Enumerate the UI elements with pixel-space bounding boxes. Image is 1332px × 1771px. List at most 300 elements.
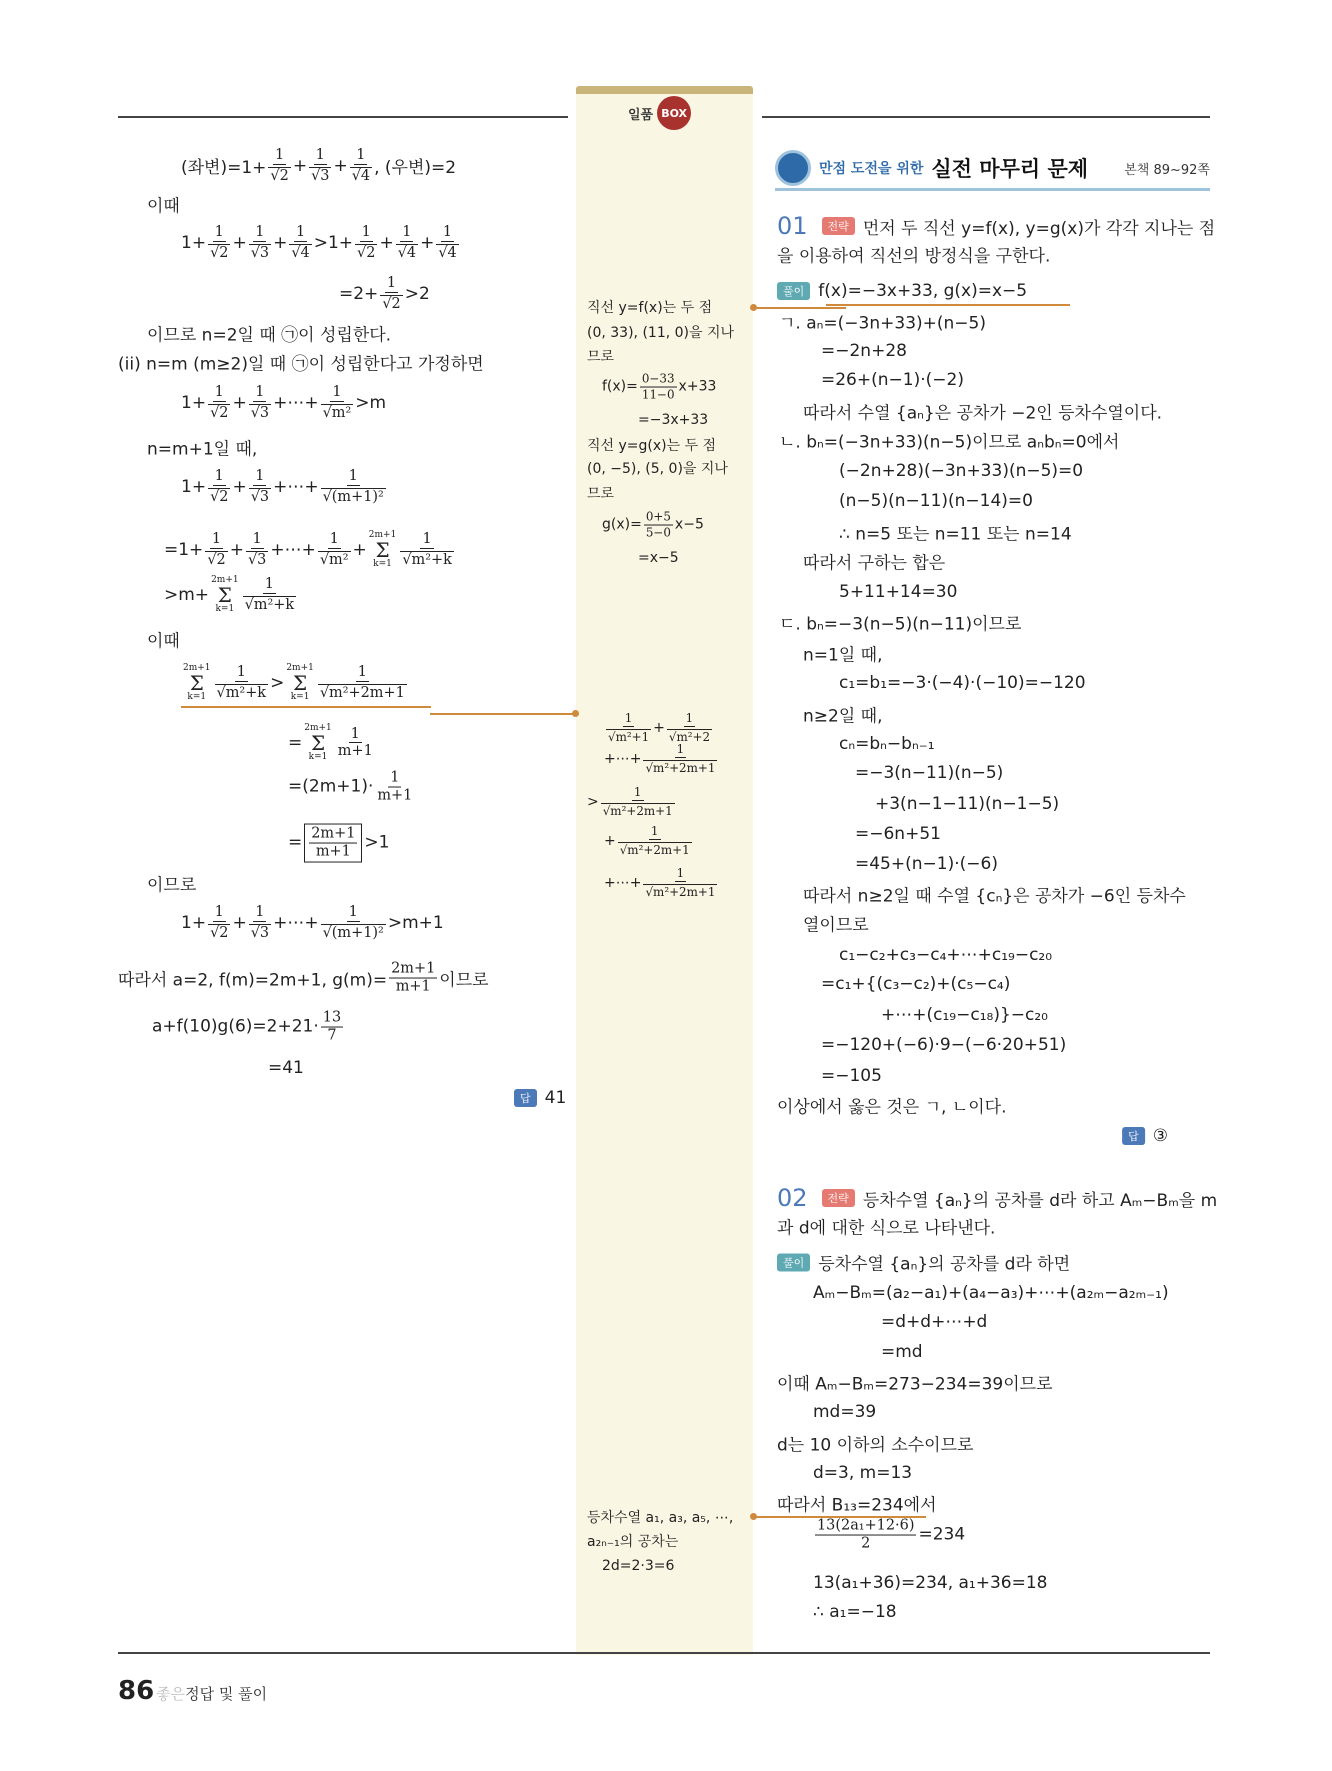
fraction bbox=[815, 1518, 916, 1553]
text-line bbox=[181, 384, 386, 422]
text-run: x+33 bbox=[678, 379, 717, 395]
numerator: 1 bbox=[390, 769, 400, 786]
text-line bbox=[164, 531, 456, 569]
top-rule-left bbox=[118, 116, 568, 118]
numerator: 1 bbox=[350, 725, 360, 742]
fraction bbox=[667, 712, 712, 744]
text-run: +⋯+ bbox=[604, 875, 642, 891]
text-line bbox=[147, 192, 180, 217]
denominator: √m²+2m+1 bbox=[319, 684, 405, 701]
text-run: 1+ bbox=[181, 476, 207, 497]
badge-strat: 전략 bbox=[822, 1189, 855, 1207]
sum-upper: 2m+1 bbox=[304, 723, 332, 733]
denominator: √4 bbox=[291, 244, 310, 261]
sidebar-cap bbox=[576, 86, 753, 94]
summation bbox=[304, 724, 332, 762]
text-run: 따라서 수열 {aₙ}은 공차가 −2인 등차수열이다. bbox=[803, 403, 1163, 424]
denominator: √(m+1)² bbox=[322, 924, 384, 941]
fraction bbox=[249, 904, 271, 942]
text-line bbox=[514, 1088, 566, 1108]
text-line bbox=[604, 712, 714, 744]
text-run: +⋯+ bbox=[273, 476, 319, 497]
text-run: a+f(10)g(6)=2+21· bbox=[152, 1016, 319, 1037]
numerator: 1 bbox=[315, 147, 325, 164]
sigma-icon: Σ bbox=[217, 583, 232, 607]
denominator: m+1 bbox=[377, 787, 413, 804]
numerator: 1 bbox=[650, 824, 659, 839]
numerator: 1 bbox=[676, 866, 685, 881]
text-line bbox=[875, 794, 1059, 814]
text-line bbox=[587, 458, 728, 478]
denominator: 5−0 bbox=[645, 525, 671, 540]
text-run: 므로 bbox=[587, 349, 615, 365]
fraction bbox=[208, 904, 230, 942]
numerator: 1 bbox=[356, 147, 366, 164]
text-run: 열이므로 bbox=[803, 915, 869, 936]
text-run: a₂ₙ₋₁의 공차는 bbox=[587, 1534, 679, 1550]
sigma-icon: Σ bbox=[310, 731, 326, 755]
fraction bbox=[618, 825, 692, 857]
denominator: m+1 bbox=[337, 743, 373, 760]
text-run: md=39 bbox=[813, 1402, 877, 1422]
text-line bbox=[288, 824, 389, 863]
text-line bbox=[152, 1010, 345, 1045]
section-title: 실전 마무리 문제 bbox=[931, 157, 1089, 181]
denominator: √m²+1 bbox=[608, 729, 650, 744]
numerator: 1 bbox=[386, 275, 397, 292]
text-run: 직선 y=f(x)는 두 점 bbox=[587, 300, 713, 316]
denominator: √m²+k bbox=[402, 551, 452, 568]
denominator: √m²+k bbox=[216, 684, 267, 701]
fraction bbox=[289, 224, 311, 262]
numerator: 1 bbox=[348, 904, 358, 921]
denominator: √3 bbox=[250, 244, 270, 261]
text-run: + bbox=[232, 232, 247, 253]
text-run: 이므로 bbox=[439, 970, 489, 991]
numerator: 1 bbox=[361, 224, 371, 241]
problem-number: 02 bbox=[777, 1184, 808, 1212]
text-run: +3(n−1−11)(n−1−5) bbox=[875, 794, 1060, 814]
text-line bbox=[604, 867, 719, 899]
text-run: 과 d에 대한 식으로 나타낸다. bbox=[777, 1218, 996, 1239]
fraction bbox=[249, 384, 271, 422]
fraction bbox=[249, 468, 271, 506]
text-line bbox=[803, 549, 945, 574]
denominator: 2 bbox=[861, 1535, 871, 1552]
summation bbox=[183, 664, 211, 702]
fraction bbox=[309, 147, 331, 185]
text-run: 따라서 B₁₃=234에서 bbox=[777, 1495, 937, 1516]
text-run: n=1일 때, bbox=[803, 645, 883, 666]
numerator: 1 bbox=[236, 664, 246, 681]
fraction bbox=[355, 224, 377, 262]
numerator: 1 bbox=[624, 711, 633, 726]
fraction bbox=[400, 531, 454, 569]
text-run: =−3(n−11)(n−5) bbox=[855, 763, 1004, 783]
text-line bbox=[181, 147, 456, 185]
fraction bbox=[389, 961, 437, 996]
text-line bbox=[164, 576, 298, 614]
text-line bbox=[638, 412, 708, 428]
text-line bbox=[587, 346, 614, 366]
denominator: √2 bbox=[210, 924, 229, 941]
text-run: c₁−c₂+c₃−c₄+⋯+c₁₉−c₂₀ bbox=[839, 945, 1053, 965]
text-run: 직선 y=g(x)는 두 점 bbox=[587, 438, 717, 454]
fraction bbox=[243, 576, 297, 614]
text-run: 이므로 bbox=[147, 875, 197, 896]
text-run: =−3x+33 bbox=[638, 412, 709, 428]
text-run: + bbox=[352, 540, 367, 560]
sigma-icon: Σ bbox=[189, 671, 204, 695]
text-line bbox=[779, 428, 1119, 453]
numerator: 1 bbox=[676, 742, 685, 757]
text-run: >m+1 bbox=[387, 912, 444, 933]
numerator: 1 bbox=[332, 384, 342, 401]
badge-sol: 풀이 bbox=[777, 282, 810, 300]
box-label: 일품 bbox=[628, 107, 654, 123]
text-run: ∴ n=5 또는 n=11 또는 n=14 bbox=[839, 524, 1072, 545]
text-line bbox=[777, 1214, 995, 1239]
page-number: 86 bbox=[118, 1676, 155, 1706]
sum-lower: k=1 bbox=[215, 604, 235, 614]
fraction bbox=[208, 468, 230, 506]
text-run: 을 이용하여 직선의 방정식을 구한다. bbox=[777, 246, 1051, 267]
text-line bbox=[803, 882, 1186, 907]
numerator: 1 bbox=[214, 224, 224, 241]
section-header bbox=[775, 148, 1210, 191]
fraction bbox=[606, 712, 651, 744]
text-run: Aₘ−Bₘ=(a₂−a₁)+(a₄−a₃)+⋯+(a₂ₘ−a₂ₘ₋₁) bbox=[813, 1283, 1169, 1303]
fraction bbox=[205, 531, 227, 569]
text-run: =1+ bbox=[164, 540, 204, 560]
fraction bbox=[304, 824, 362, 863]
numerator: 1 bbox=[275, 147, 285, 164]
text-run: 등차수열 {aₙ}의 공차를 d라 하고 Aₘ−Bₘ을 m bbox=[862, 1190, 1218, 1211]
text-run: 이때 Aₘ−Bₘ=273−234=39이므로 bbox=[777, 1374, 1053, 1395]
text-run: =41 bbox=[268, 1058, 304, 1078]
numerator: 1 bbox=[357, 664, 367, 681]
text-run: =d+d+⋯+d bbox=[881, 1312, 988, 1332]
summation bbox=[286, 664, 314, 702]
text-run: + bbox=[653, 720, 665, 736]
text-line bbox=[777, 242, 1050, 267]
fraction bbox=[318, 531, 351, 569]
text-line bbox=[288, 770, 416, 805]
text-run: > bbox=[587, 794, 599, 810]
text-line bbox=[803, 641, 883, 666]
numerator: 1 bbox=[295, 224, 306, 241]
fraction bbox=[321, 468, 386, 506]
footer-title: 정답 및 풀이 bbox=[185, 1685, 268, 1703]
denominator: √3 bbox=[250, 404, 270, 421]
text-line bbox=[821, 341, 907, 361]
text-run: >1+ bbox=[313, 232, 354, 253]
text-run: =md bbox=[881, 1342, 923, 1362]
text-line bbox=[855, 854, 998, 874]
fraction bbox=[246, 531, 268, 569]
denominator: m+1 bbox=[315, 843, 351, 860]
text-line bbox=[602, 373, 716, 402]
summation bbox=[369, 531, 397, 569]
sum-lower: k=1 bbox=[187, 692, 207, 702]
denominator: √m² bbox=[319, 551, 349, 568]
text-run: cₙ=bₙ−bₙ₋₁ bbox=[839, 734, 935, 754]
numerator: 13(2a₁+12·6) bbox=[817, 1517, 915, 1534]
numerator: 1 bbox=[442, 224, 453, 241]
text-line bbox=[777, 1250, 1070, 1275]
text-run: 1+ bbox=[181, 912, 207, 933]
text-line bbox=[587, 1507, 733, 1527]
sum-upper: 2m+1 bbox=[183, 663, 211, 673]
sum-upper: 2m+1 bbox=[286, 663, 314, 673]
text-line bbox=[813, 1402, 876, 1422]
sigma-icon: Σ bbox=[375, 538, 390, 562]
text-line bbox=[881, 1312, 987, 1332]
text-line bbox=[147, 627, 180, 652]
connector-dot bbox=[572, 710, 579, 717]
text-line bbox=[147, 435, 257, 460]
denominator: √3 bbox=[247, 551, 267, 568]
denominator: 7 bbox=[327, 1027, 337, 1044]
denominator: √m²+k bbox=[244, 596, 295, 613]
fraction bbox=[396, 224, 418, 262]
denominator: √2 bbox=[210, 404, 229, 421]
bottom-rule bbox=[118, 1652, 1210, 1654]
text-line bbox=[821, 974, 1010, 994]
text-line bbox=[118, 350, 484, 375]
top-rule-right bbox=[762, 116, 1210, 118]
text-run: >1 bbox=[364, 832, 390, 853]
denominator: √4 bbox=[351, 167, 371, 184]
problem-number: 01 bbox=[777, 212, 808, 240]
text-run: = bbox=[288, 733, 303, 753]
connector-line bbox=[430, 713, 576, 715]
text-line bbox=[839, 520, 1072, 545]
numerator: 2m+1 bbox=[311, 825, 356, 842]
numerator: 0+5 bbox=[645, 509, 671, 524]
text-run: 41 bbox=[544, 1088, 567, 1108]
fraction bbox=[215, 664, 269, 702]
text-line bbox=[881, 1005, 1048, 1025]
fraction bbox=[318, 664, 407, 702]
text-line bbox=[147, 871, 196, 896]
text-run: 므로 bbox=[587, 486, 615, 502]
connector-line bbox=[754, 1516, 926, 1518]
numerator: 1 bbox=[255, 384, 265, 401]
numerator: 1 bbox=[348, 468, 358, 485]
text-line bbox=[813, 1602, 897, 1622]
text-line bbox=[779, 610, 1021, 635]
text-run: =−2n+28 bbox=[821, 341, 907, 361]
text-line bbox=[779, 309, 986, 334]
text-run: 먼저 두 직선 y=f(x), y=g(x)가 각각 지나는 점 bbox=[862, 218, 1216, 239]
numerator: 13 bbox=[322, 1009, 342, 1026]
text-run: =2+ bbox=[339, 283, 379, 304]
numerator: 1 bbox=[214, 904, 224, 921]
text-run: =−6n+51 bbox=[855, 824, 941, 844]
text-run: 2d=2·3=6 bbox=[602, 1558, 675, 1574]
text-line bbox=[777, 1431, 973, 1456]
denominator: √2 bbox=[207, 551, 226, 568]
text-run: + bbox=[232, 476, 247, 497]
fraction bbox=[643, 743, 717, 775]
sum-lower: k=1 bbox=[373, 559, 392, 569]
text-run: + bbox=[379, 232, 394, 253]
numerator: 1 bbox=[685, 711, 694, 726]
text-run: + bbox=[273, 232, 288, 253]
text-run: >2 bbox=[404, 283, 430, 304]
text-run: n≥2일 때, bbox=[803, 706, 883, 727]
text-line bbox=[813, 1283, 1169, 1303]
text-line bbox=[587, 297, 712, 317]
text-run: (좌변)=1+ bbox=[181, 158, 267, 179]
text-run: +⋯+(c₁₉−c₁₈)}−c₂₀ bbox=[881, 1005, 1048, 1025]
text-run: (−2n+28)(−3n+33)(n−5)=0 bbox=[839, 461, 1084, 481]
text-line bbox=[181, 468, 388, 506]
text-line bbox=[839, 945, 1052, 965]
text-run: =c₁+{(c₃−c₂)+(c₅−c₄) bbox=[821, 974, 1011, 994]
connector-line bbox=[754, 307, 846, 309]
fraction bbox=[321, 384, 354, 422]
text-run: 따라서 n≥2일 때 수열 {cₙ}은 공차가 −6인 등차수 bbox=[803, 886, 1186, 907]
box-title bbox=[628, 96, 691, 130]
text-line bbox=[839, 461, 1083, 481]
text-line bbox=[813, 1518, 965, 1553]
text-line bbox=[604, 743, 719, 775]
text-line bbox=[147, 321, 391, 346]
denominator: √m² bbox=[322, 404, 352, 421]
text-run: + bbox=[232, 912, 247, 933]
numerator: 1 bbox=[255, 224, 265, 241]
text-line bbox=[339, 275, 430, 313]
fraction bbox=[208, 384, 230, 422]
badge-strat: 전략 bbox=[822, 217, 855, 235]
text-line bbox=[181, 904, 444, 942]
section-prefix: 만점 도전을 위한 bbox=[819, 161, 924, 177]
text-run: >m+ bbox=[164, 585, 210, 605]
text-line bbox=[881, 1342, 923, 1362]
text-line bbox=[803, 399, 1162, 424]
denominator: √4 bbox=[438, 244, 457, 261]
text-line bbox=[821, 1035, 1066, 1055]
numerator: 1 bbox=[402, 224, 412, 241]
text-run: d는 10 이하의 소수이므로 bbox=[777, 1435, 974, 1456]
text-run: ③ bbox=[1152, 1126, 1168, 1146]
text-line bbox=[587, 435, 716, 455]
denominator: √m²+2m+1 bbox=[602, 803, 673, 818]
sum-upper: 2m+1 bbox=[211, 575, 239, 585]
fraction bbox=[336, 726, 375, 761]
fraction bbox=[601, 786, 675, 818]
numerator: 1 bbox=[633, 785, 642, 800]
text-run: = bbox=[288, 832, 303, 853]
text-line bbox=[813, 1573, 1048, 1593]
text-run: n=m+1일 때, bbox=[147, 439, 258, 460]
text-run: ㄴ. bₙ=(−3n+33)(n−5)이므로 aₙbₙ=0에서 bbox=[779, 432, 1120, 453]
sum-lower: k=1 bbox=[308, 752, 328, 762]
text-line bbox=[777, 1093, 1007, 1118]
fraction bbox=[321, 904, 386, 942]
text-run: 5+11+14=30 bbox=[839, 582, 958, 602]
text-run: (0, −5), (5, 0)을 지나 bbox=[587, 461, 728, 477]
text-run: + bbox=[333, 155, 348, 176]
text-line bbox=[777, 1370, 1053, 1395]
fraction bbox=[380, 275, 402, 313]
footer-brand: 좋은 bbox=[156, 1685, 186, 1703]
text-line bbox=[181, 664, 409, 702]
text-run: +⋯+ bbox=[270, 540, 316, 560]
text-run: , (우변)=2 bbox=[374, 158, 457, 179]
numerator: 1 bbox=[264, 576, 274, 593]
summation bbox=[211, 576, 239, 614]
text-run: ∴ a₁=−18 bbox=[813, 1602, 897, 1622]
text-run: + bbox=[420, 232, 435, 253]
text-run: f(x)= bbox=[602, 379, 638, 395]
text-run: 이상에서 옳은 것은 ㄱ, ㄴ이다. bbox=[777, 1097, 1007, 1118]
text-run: +⋯+ bbox=[273, 392, 319, 413]
numerator: 1 bbox=[211, 531, 222, 548]
denominator: √2 bbox=[210, 244, 229, 261]
text-run: =(2m+1)· bbox=[288, 776, 374, 797]
fraction bbox=[644, 511, 673, 540]
text-run: >m bbox=[355, 392, 387, 413]
denominator: √m²+2m+1 bbox=[645, 884, 716, 899]
text-run: 이때 bbox=[147, 196, 180, 217]
text-run: d=3, m=13 bbox=[813, 1463, 913, 1483]
fraction bbox=[375, 770, 414, 805]
text-line bbox=[604, 825, 694, 857]
fraction bbox=[643, 867, 717, 899]
text-run: (0, 33), (11, 0)을 지나 bbox=[587, 325, 735, 341]
text-run: 1+ bbox=[181, 232, 207, 253]
text-line bbox=[587, 483, 614, 503]
text-run: > bbox=[270, 673, 285, 693]
denominator: √3 bbox=[250, 488, 270, 505]
text-line bbox=[602, 1558, 674, 1574]
denominator: √3 bbox=[311, 167, 330, 184]
text-line bbox=[268, 1058, 304, 1078]
text-run: 이때 bbox=[147, 631, 180, 652]
text-line bbox=[855, 824, 941, 844]
text-run: =234 bbox=[918, 1524, 966, 1545]
text-line bbox=[839, 734, 935, 754]
text-line bbox=[638, 550, 679, 566]
text-line bbox=[821, 370, 964, 390]
text-run: 이므로 n=2일 때 ㉠이 성립한다. bbox=[147, 325, 392, 346]
text-run: =−120+(−6)·9−(−6·20+51) bbox=[821, 1035, 1067, 1055]
denominator: √m²+2 bbox=[668, 729, 711, 744]
text-line bbox=[821, 1066, 882, 1086]
denominator: 11−0 bbox=[641, 387, 675, 402]
text-line bbox=[839, 673, 1086, 693]
denominator: m+1 bbox=[395, 978, 431, 995]
text-line bbox=[813, 1463, 912, 1483]
text-line bbox=[777, 1491, 937, 1516]
text-line bbox=[602, 511, 704, 540]
text-run: + bbox=[232, 392, 247, 413]
text-run: c₁=b₁=−3·(−4)·(−10)=−120 bbox=[839, 673, 1086, 693]
denominator: √4 bbox=[397, 244, 417, 261]
text-run: 따라서 구하는 합은 bbox=[803, 553, 946, 574]
text-run: 등차수열 {aₙ}의 공차를 d라 하면 bbox=[818, 1254, 1071, 1275]
text-line bbox=[587, 786, 677, 818]
text-line bbox=[288, 724, 377, 762]
text-run: (ii) n=m (m≥2)일 때 ㉠이 성립한다고 가정하면 bbox=[118, 354, 484, 375]
fraction bbox=[268, 147, 290, 185]
text-line bbox=[587, 1531, 678, 1551]
box-badge: BOX bbox=[657, 96, 691, 130]
numerator: 1 bbox=[422, 531, 432, 548]
